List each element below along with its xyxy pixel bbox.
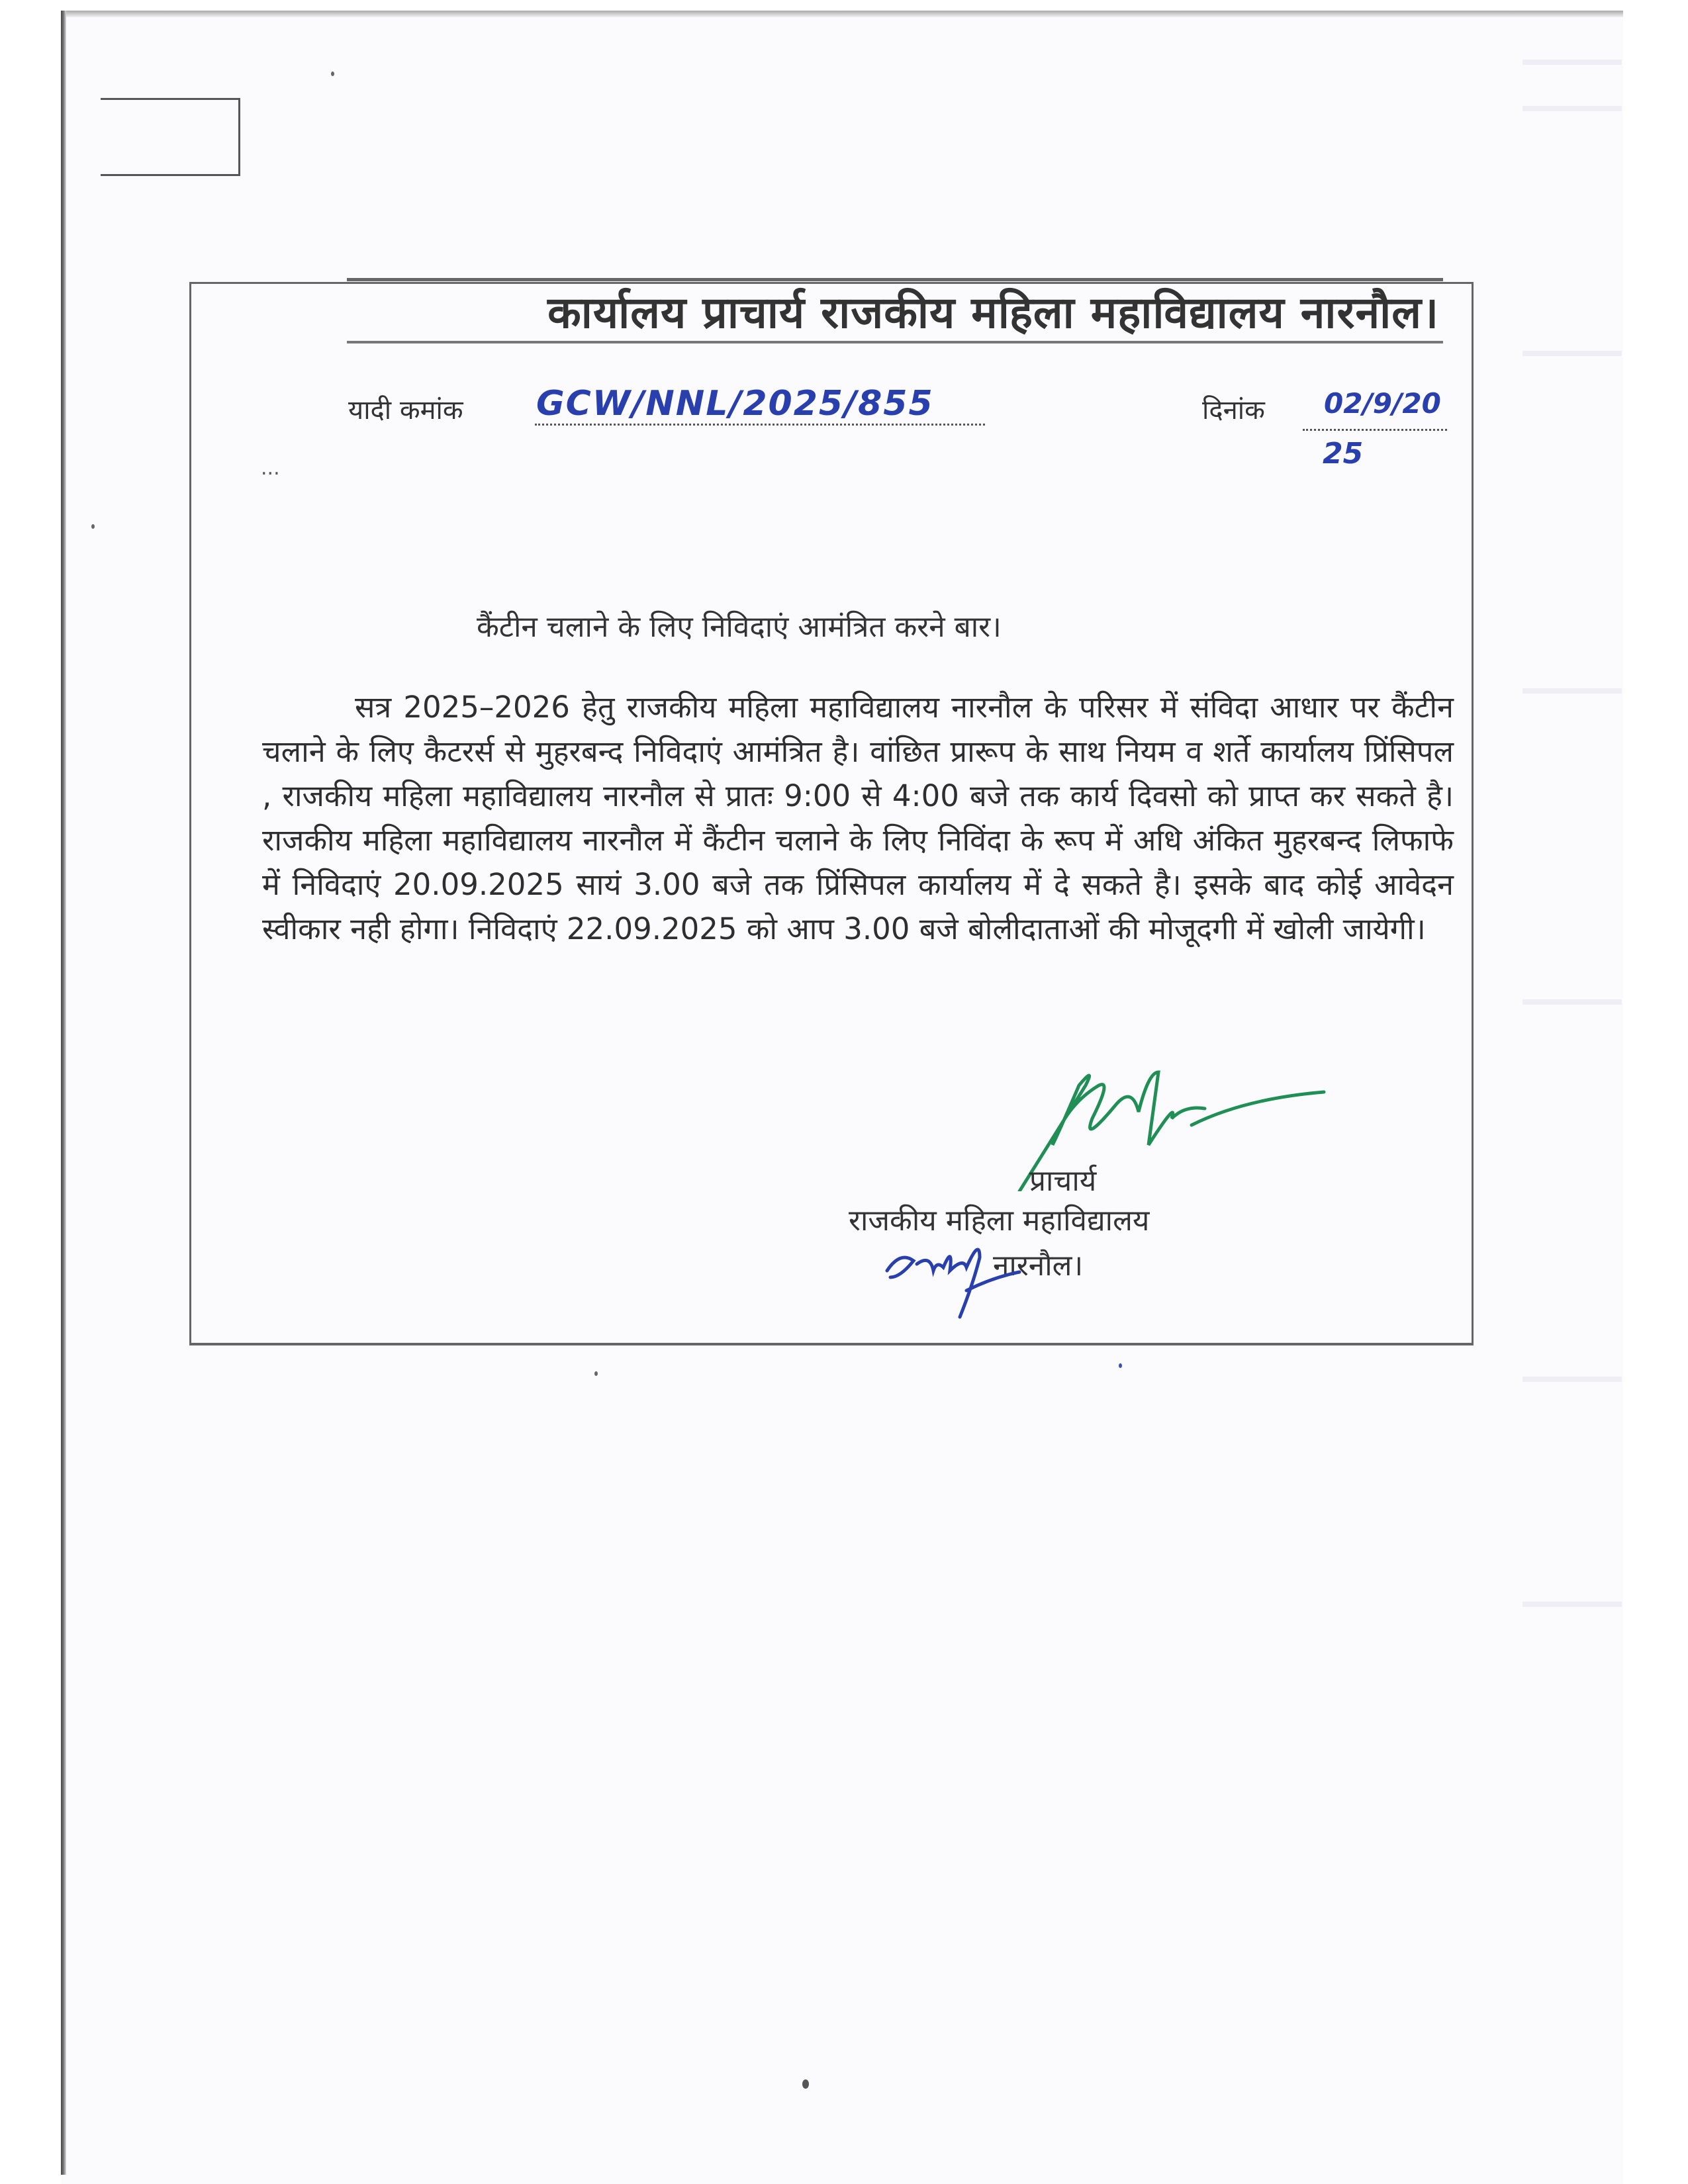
notice-body-text: सत्र 2025–2026 हेतु राजकीय महिला महाविद्यालय नारनौल के परिसर में संविदा आधार पर कैंटीन चलाने के लिए कैटरर्स से मुहरबन्द निविदाएं आमंत्रित है। वांछित प्रारूप के साथ नियम व शर्ते कार्यालय प्रिंसिपल , राजकीय महिला महाविद्यालय नारनौल से प्रातः 9:00 से 4:00 बजे तक कार्य दिवसो को प्राप्त कर सकते है। राजकीय महिला महाविद्यालय नारनौल में कैंटीन चलाने के लिए निविंदा के रूप में अधि अंकित मुहरबन्द लिफाफे में निविदाएं 20.09.2025 सायं 3.00 बजे तक प्रिंसिपल कार्यालय में दे सकते है। इसके बाद कोई आवेदन स्वीकार नही होगा। निविदाएं 22.09.2025 को आप 3.00 बजे बोलीदाताओं की मोजूदगी में खोली जायेगी।: [262, 690, 1454, 946]
scan-speck: [1119, 1363, 1122, 1368]
ellipsis-mark: ...: [261, 457, 280, 480]
scan-speck: [594, 1371, 598, 1376]
scan-streak: [1523, 688, 1622, 694]
scan-speck: [91, 524, 95, 529]
scan-speck: [802, 2079, 809, 2089]
reference-number-handwritten: GCW/NNL/2025/855: [536, 384, 934, 424]
signatory-city: नारनौल।: [993, 1249, 1084, 1283]
scan-edge-left: [61, 11, 66, 2175]
scan-streak: [1523, 106, 1622, 111]
signatory-title: प्राचार्य: [1029, 1164, 1097, 1198]
signatory-institution: राजकीय महिला महाविद्यालय: [849, 1204, 1150, 1238]
letterhead-title: कार्यालय प्राचार्य राजकीय महिला महाविद्यालय नारनौल।: [347, 278, 1443, 343]
subject-line: कैंटीन चलाने के लिए निविदाएं आमंत्रित करने बार।: [477, 610, 1002, 644]
scan-streak: [1523, 1602, 1622, 1607]
scan-edge-top: [61, 11, 1623, 17]
date-handwritten: 02/9/20: [1324, 387, 1441, 420]
stamp-box: [101, 98, 240, 176]
dalip-initials-icon: [880, 1231, 1066, 1324]
date-year-handwritten: 25: [1323, 437, 1364, 471]
reference-number-label: यादी कमांक: [348, 395, 463, 426]
scan-streak: [1523, 60, 1622, 65]
scan-streak: [1523, 1377, 1622, 1382]
scan-streak: [1523, 999, 1622, 1005]
reference-dotted-line: [535, 424, 985, 426]
notice-body: [262, 685, 1454, 951]
date-label: दिनांक: [1202, 395, 1265, 426]
scan-streak: [1523, 351, 1622, 356]
scan-speck: [331, 71, 334, 76]
date-dotted-line: [1303, 429, 1447, 431]
